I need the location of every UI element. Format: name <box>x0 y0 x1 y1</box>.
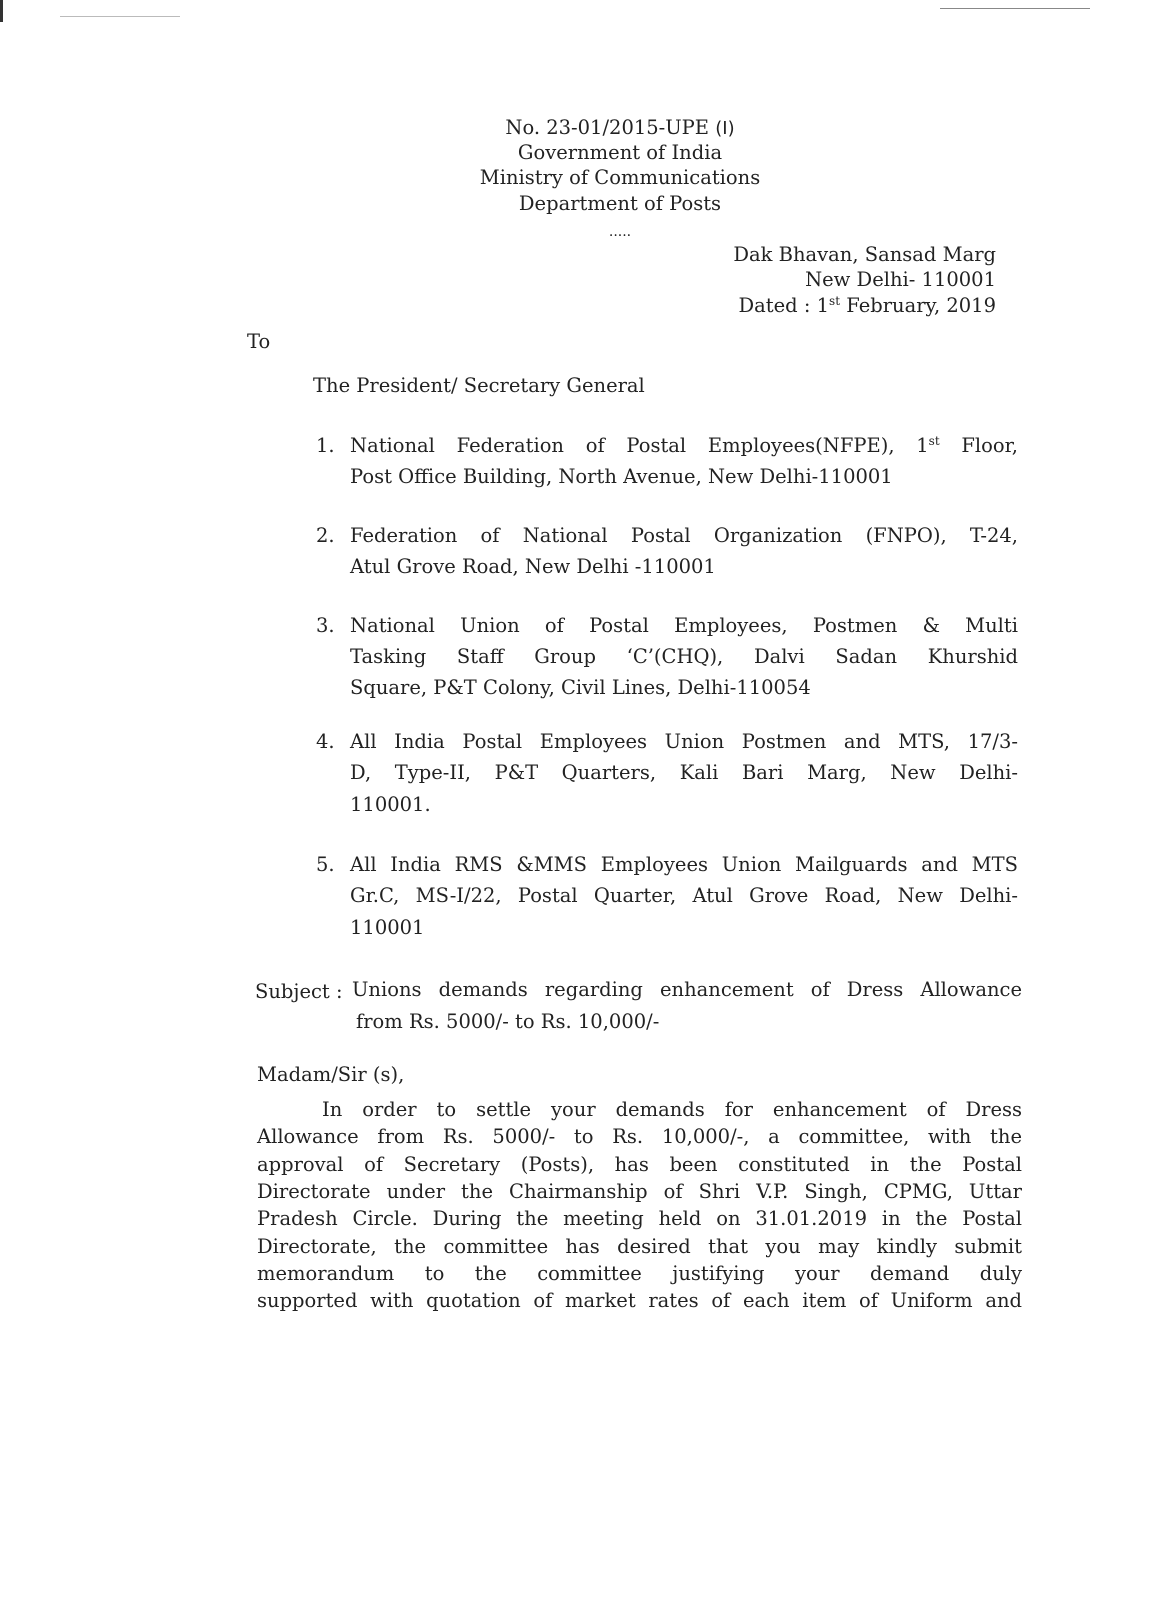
address-line: Dak Bhavan, Sansad Marg <box>733 243 996 266</box>
addressee: The President/ Secretary General <box>313 374 645 397</box>
recipient-address-line: All India RMS &MMS Employees Union Mailguards and MTS <box>350 853 1018 876</box>
org-line: Ministry of Communications <box>479 166 761 189</box>
body-line: supported with quotation of market rates of each item of Uniform and <box>257 1289 1022 1313</box>
body-line: Pradesh Circle. During the meeting held on 31.01.2019 in the Postal <box>257 1207 1022 1231</box>
org-line: Government of India <box>517 141 723 164</box>
body-line: In order to settle your demands for enhancement of Dress <box>322 1098 1022 1121</box>
recipient-address-line: National Union of Postal Employees, Postmen & Multi <box>350 614 1018 637</box>
recipient-address-line: Tasking Staff Group ‘C’(CHQ), Dalvi Sadan Khurshid <box>350 645 1018 668</box>
recipient-number: 3. <box>316 614 335 637</box>
recipient-address-line: Post Office Building, North Avenue, New Delhi-110001 <box>350 465 893 488</box>
scan-line <box>60 16 180 17</box>
body-line: memorandum to the committee justifying your demand duly <box>257 1261 1022 1285</box>
separator: ..... <box>608 224 632 240</box>
file-number: No. 23-01/2015-UPE (I) <box>505 116 735 139</box>
body-line: approval of Secretary (Posts), has been constituted in the Postal <box>257 1152 1022 1176</box>
scan-edge <box>0 0 3 22</box>
body-line: Directorate under the Chairmanship of Shri V.P. Singh, CPMG, Uttar <box>257 1179 1022 1203</box>
subject-line: Unions demands regarding enhancement of Dress Allowance <box>352 978 1022 1001</box>
recipient-address-line: National Federation of Postal Employees(NFPE), 1st Floor, <box>350 434 1018 457</box>
to-label: To <box>247 330 271 353</box>
salutation: Madam/Sir (s), <box>257 1063 405 1086</box>
recipient-number: 5. <box>316 853 335 876</box>
recipient-address-line: Atul Grove Road, New Delhi -110001 <box>350 555 716 578</box>
recipient-number: 2. <box>316 524 335 547</box>
recipient-address-line: All India Postal Employees Union Postmen and MTS, 17/3- <box>350 730 1018 753</box>
org-line: Department of Posts <box>518 192 722 215</box>
body-line: Directorate, the committee has desired that you may kindly submit <box>257 1234 1022 1258</box>
scan-line <box>940 8 1090 9</box>
recipient-address-line: 110001. <box>350 793 431 816</box>
handwritten-mark: (I) <box>715 118 735 139</box>
date-line: Dated : 1st February, 2019 <box>738 294 996 317</box>
recipient-number: 4. <box>316 730 335 753</box>
body-line: Allowance from Rs. 5000/- to Rs. 10,000/-, a committee, with the <box>257 1125 1022 1149</box>
recipient-number: 1. <box>316 434 335 457</box>
recipient-address-line: Gr.C, MS-I/22, Postal Quarter, Atul Grove Road, New Delhi- <box>350 884 1018 907</box>
address-line: New Delhi- 110001 <box>805 268 996 291</box>
subject-line: from Rs. 5000/- to Rs. 10,000/- <box>356 1010 660 1033</box>
recipient-address-line: Square, P&T Colony, Civil Lines, Delhi-110054 <box>350 676 811 699</box>
recipient-address-line: 110001 <box>350 916 425 939</box>
recipient-address-line: D, Type-II, P&T Quarters, Kali Bari Marg, New Delhi- <box>350 761 1018 784</box>
recipient-address-line: Federation of National Postal Organization (FNPO), T-24, <box>350 524 1018 547</box>
subject-label: Subject : <box>255 980 343 1003</box>
